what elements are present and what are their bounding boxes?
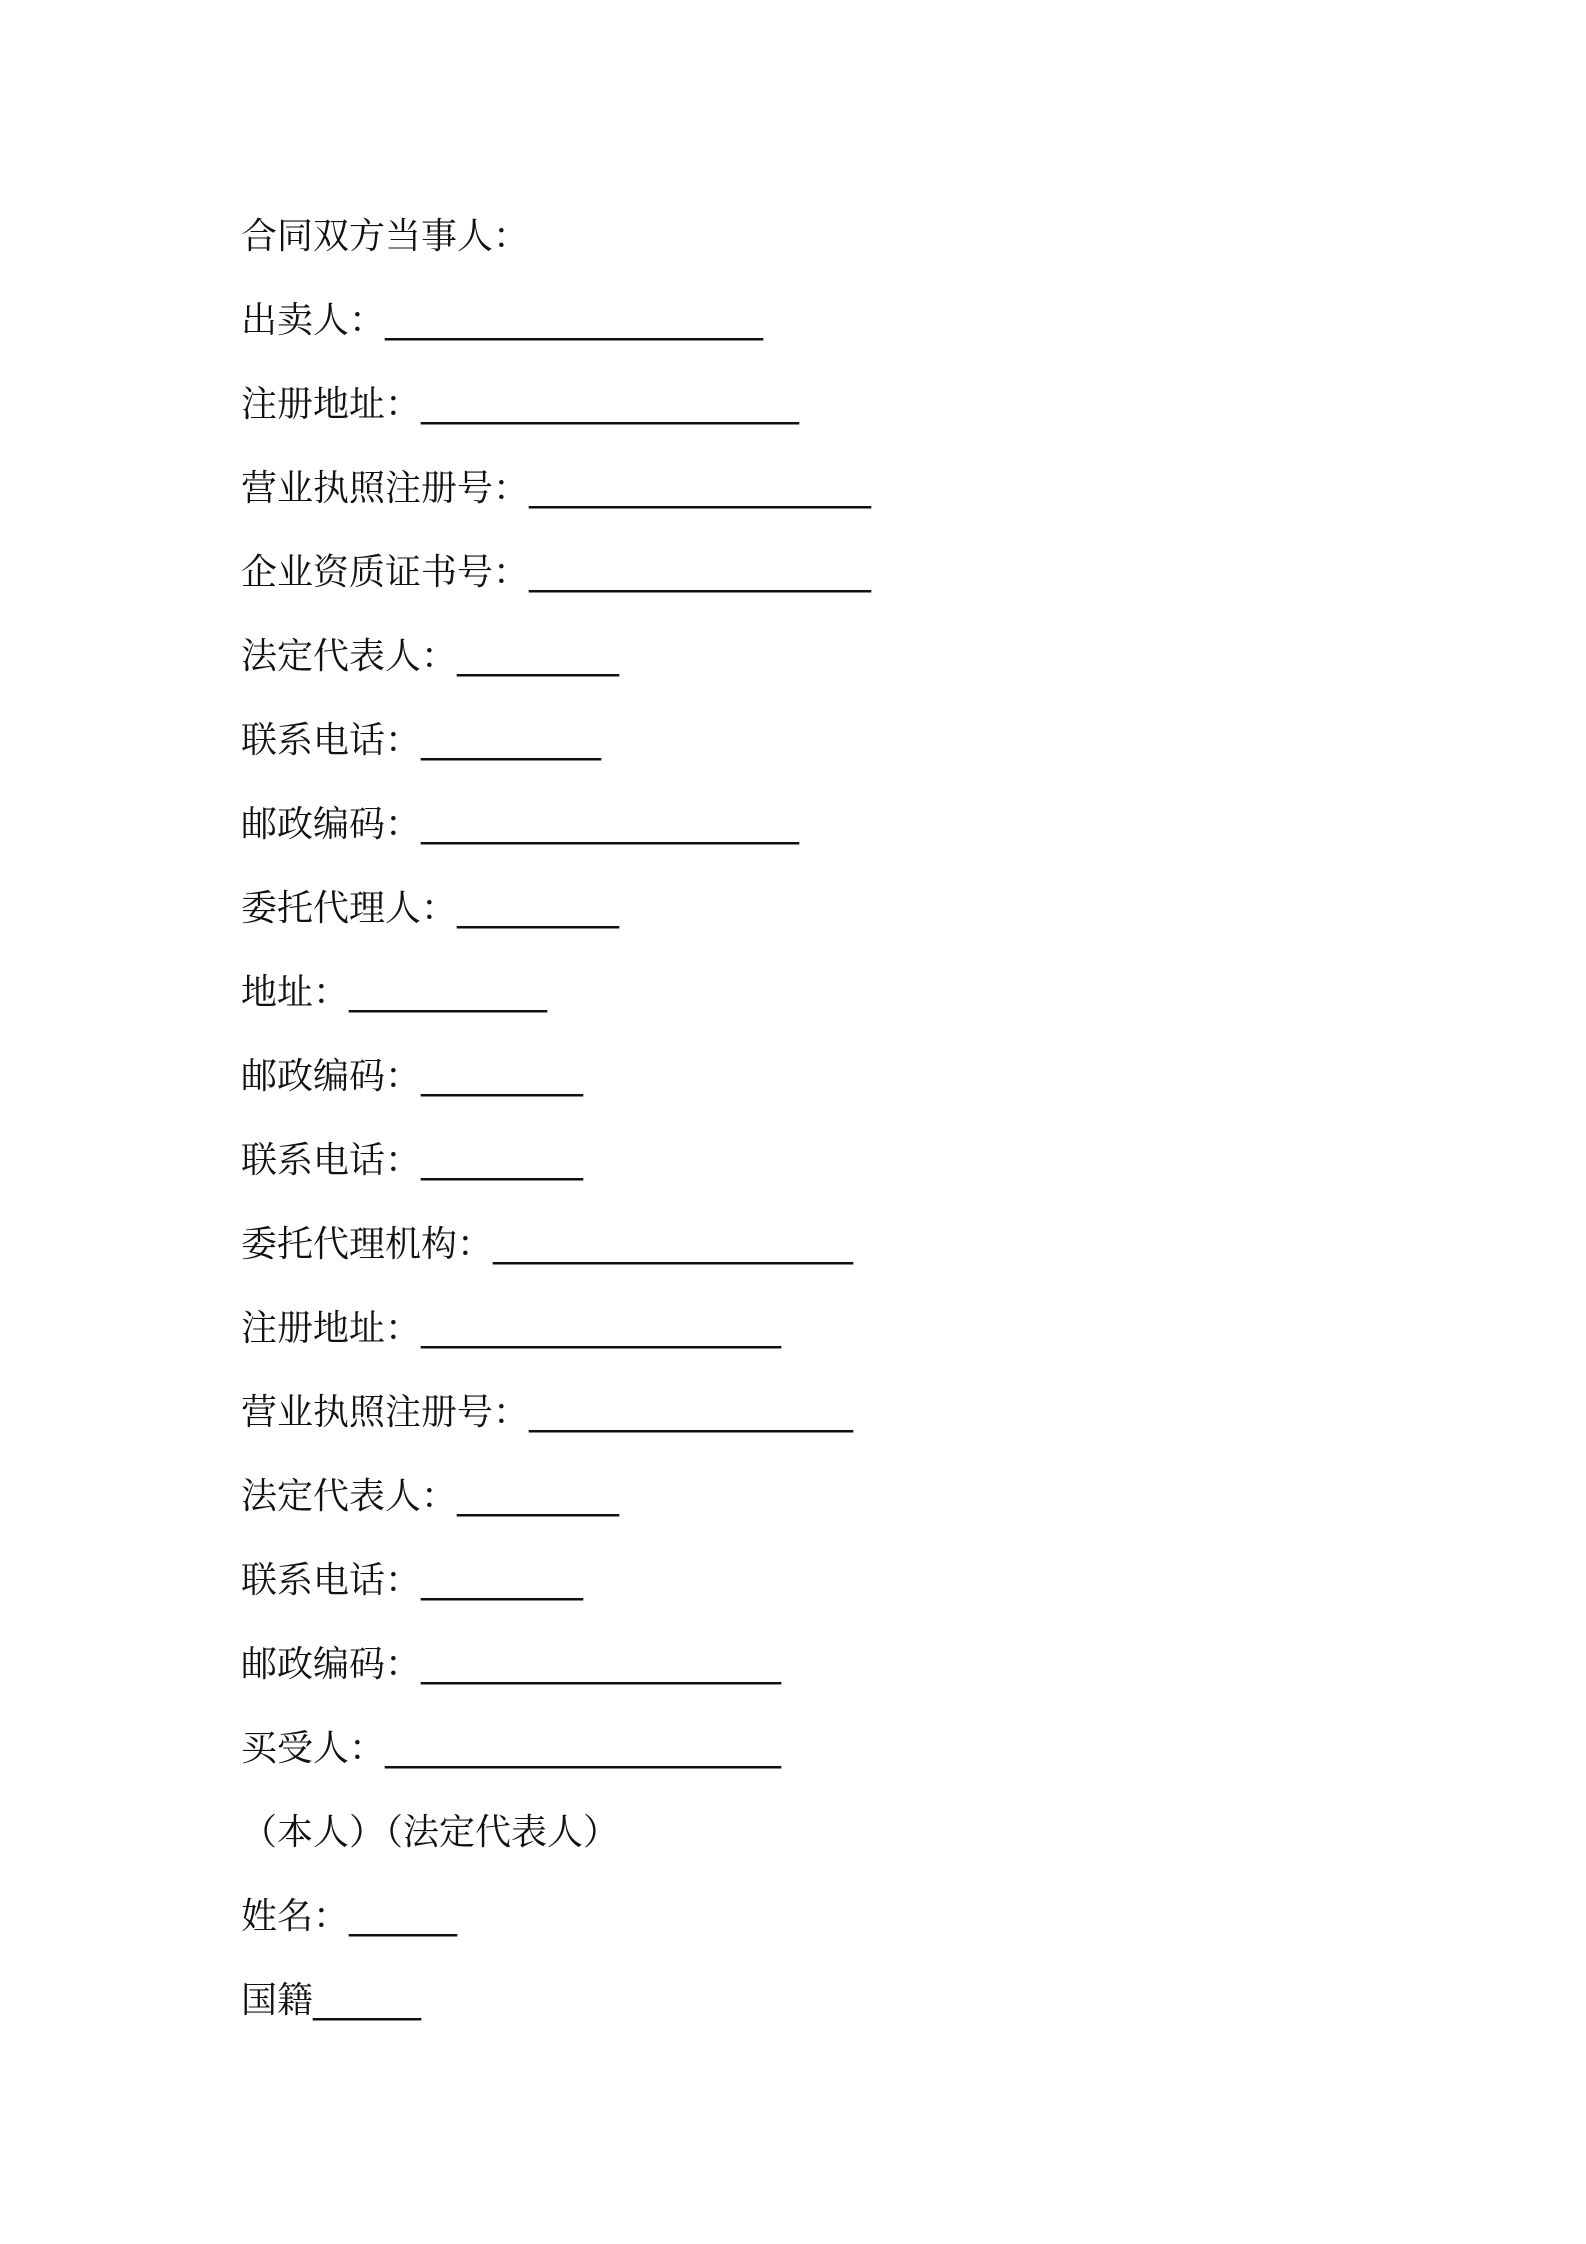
seller-field: 出卖人：_____________________ (241, 300, 764, 341)
legal-representative-field: 法定代表人：_________ (241, 636, 620, 677)
agent-address-field: 地址：___________ (241, 972, 548, 1013)
section-heading: 合同双方当事人： (241, 216, 530, 257)
buyer-name-field: 姓名：______ (241, 1896, 458, 1937)
buyer-nationality-field: 国籍______ (241, 1980, 422, 2021)
authorized-agent-field: 委托代理人：_________ (241, 888, 620, 929)
postal-code-field: 邮政编码：_____________________ (241, 804, 800, 845)
agent-phone-field: 联系电话：_________ (241, 1140, 584, 1181)
agent-postal-code-field: 邮政编码：_________ (241, 1056, 584, 1097)
agency-registered-address-field: 注册地址：____________________ (241, 1308, 782, 1349)
contract-party-fields (241, 195, 871, 2043)
buyer-field: 买受人：______________________ (241, 1728, 782, 1769)
registered-address-field: 注册地址：_____________________ (241, 384, 800, 425)
business-license-number-field: 营业执照注册号：___________________ (241, 468, 872, 509)
agency-phone-field: 联系电话：_________ (241, 1560, 584, 1601)
agency-legal-representative-field: 法定代表人：_________ (241, 1476, 620, 1517)
agency-business-license-number-field: 营业执照注册号：__________________ (241, 1392, 854, 1433)
agency-field: 委托代理机构：____________________ (241, 1224, 854, 1265)
buyer-type-note: （本人）（法定代表人） (241, 1812, 620, 1853)
phone-field: 联系电话：__________ (241, 720, 602, 761)
agency-postal-code-field: 邮政编码：____________________ (241, 1644, 782, 1685)
qualification-certificate-number-field: 企业资质证书号：___________________ (241, 552, 872, 593)
